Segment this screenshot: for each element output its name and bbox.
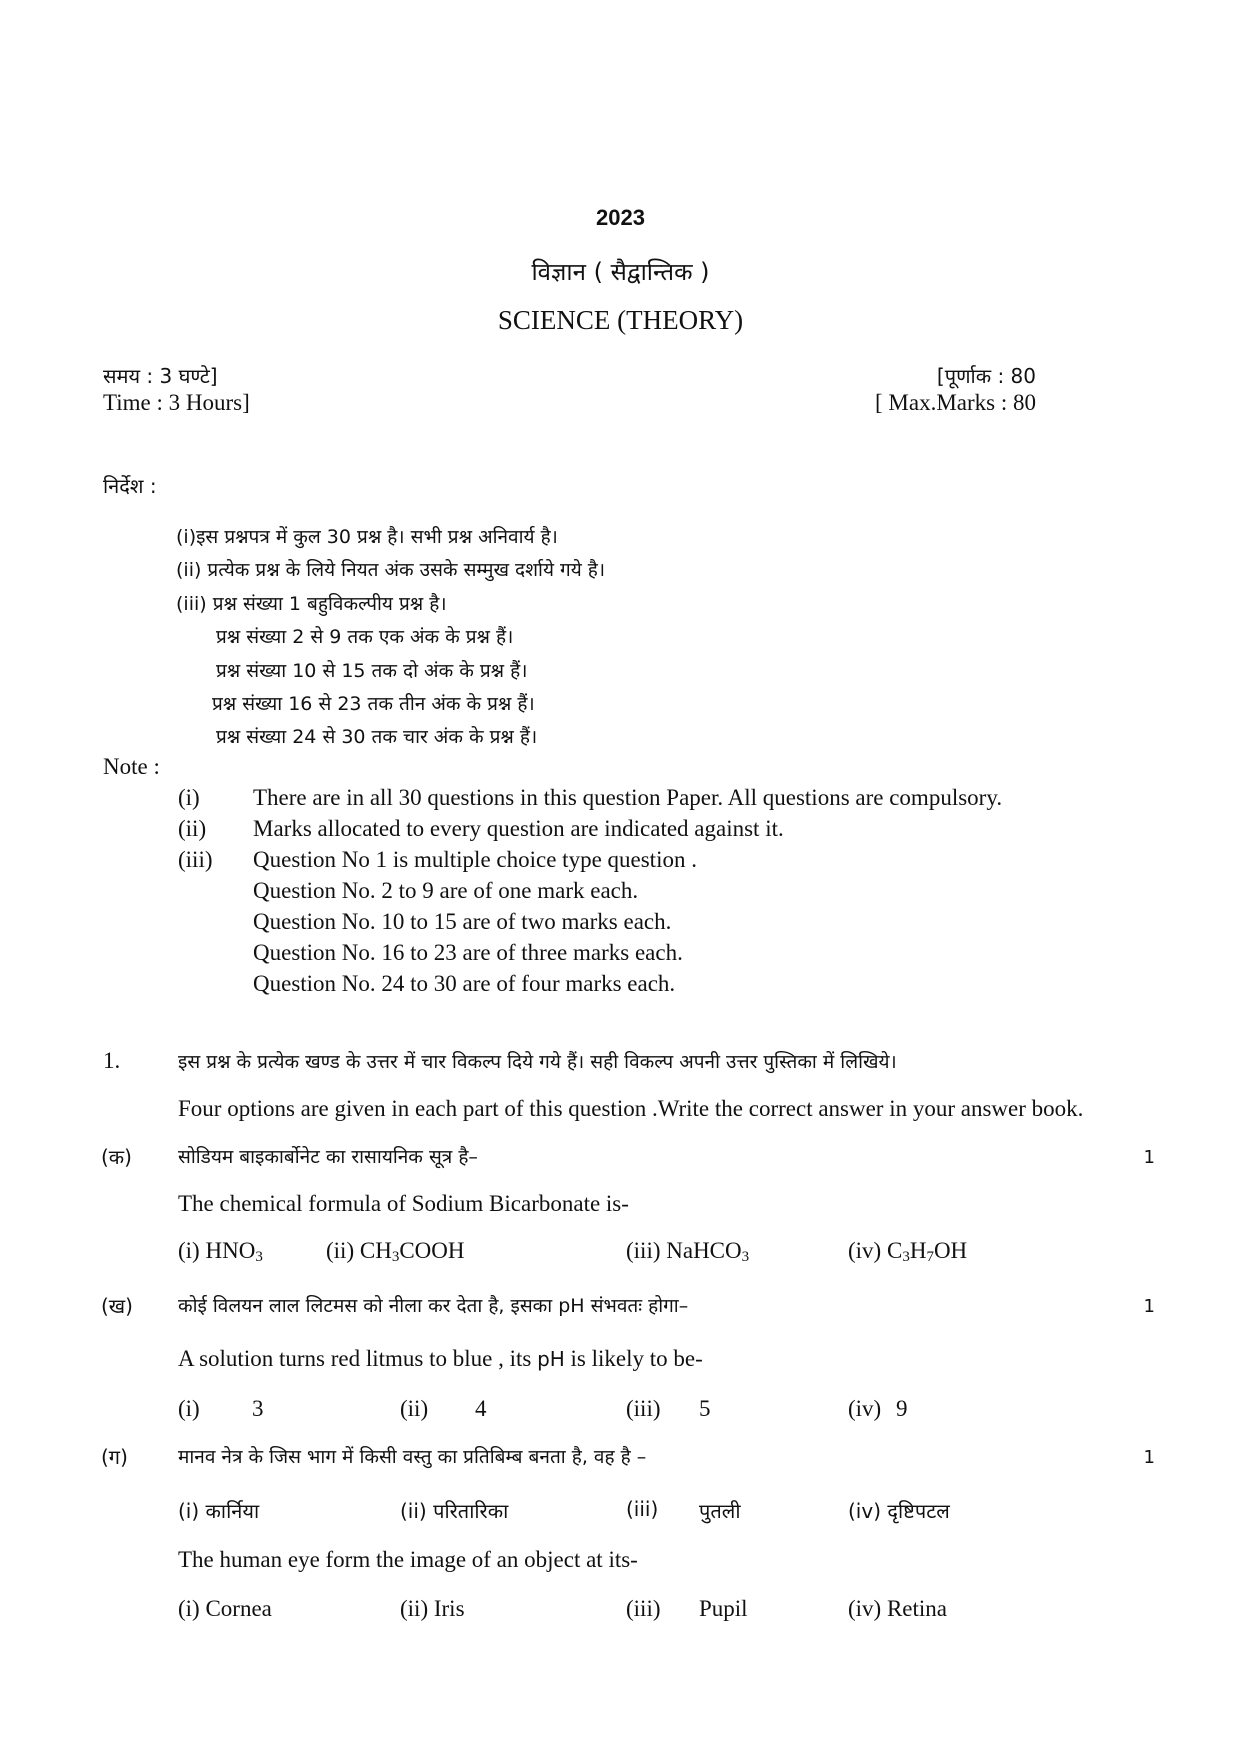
part-marks: 1 (1143, 1447, 1155, 1468)
instruction-line: प्रश्न संख्या 16 से 23 तक तीन अंक के प्रश्न हैं। (212, 693, 535, 715)
option-text: 9 (896, 1396, 908, 1421)
option-num: (iv) (848, 1238, 882, 1263)
note-item-num: (iii) (178, 847, 213, 872)
option-num: (i) (178, 1396, 200, 1421)
option-num: (iii) (626, 1238, 661, 1263)
note-item-text: Question No. 10 to 15 are of two marks each. (253, 909, 672, 934)
title-english: SCIENCE (THEORY) (497, 305, 744, 335)
question-instruction-english: Four options are given in each part of this question .Write the correct answer in your answer book. (178, 1096, 1084, 1121)
part-label: (क) (101, 1145, 132, 1169)
note-item-text: Question No 1 is multiple choice type question . (253, 847, 697, 872)
note-item-text: There are in all 30 questions in this question Paper. All questions are compulsory. (253, 785, 1003, 810)
option-english: (i) Cornea (178, 1596, 272, 1621)
instruction-line: प्रश्न संख्या 24 से 30 तक चार अंक के प्रश्न हैं। (216, 726, 538, 748)
part-question-english: The human eye form the image of an object at its- (178, 1547, 638, 1572)
option-num: (iii) (626, 1596, 661, 1621)
option-text: 5 (699, 1396, 711, 1421)
note-item-text: Question No. 16 to 23 are of three marks each. (253, 940, 683, 965)
option-num: (iii) (626, 1396, 661, 1421)
exam-year: 2023 (596, 205, 645, 230)
part-question-english: The chemical formula of Sodium Bicarbonate is- (178, 1191, 629, 1216)
note-item-num: (ii) (178, 816, 207, 841)
option-hindi: (ii) परितारिका (400, 1499, 509, 1523)
option (626, 1238, 749, 1264)
instruction-line: (ii) प्रत्येक प्रश्न के लिये नियत अंक उसके सम्मुख दर्शाये गये है। (176, 559, 606, 581)
part-marks: 1 (1143, 1296, 1155, 1317)
option-num: (i) (178, 1238, 200, 1263)
time-hindi: समय : 3 घण्टे] (103, 364, 218, 388)
title-hindi: विज्ञान ( सैद्वान्तिक ) (531, 258, 710, 286)
formula: NaHCO$_3$ (666, 1238, 750, 1265)
note-item-text: Question No. 24 to 30 are of four marks each. (253, 971, 676, 996)
option-english: (ii) Iris (400, 1596, 465, 1621)
formula: $HNO_3$ (205, 1238, 263, 1265)
option-text: 3 (252, 1396, 264, 1421)
part-marks: 1 (1143, 1147, 1155, 1168)
option-text: 4 (475, 1396, 487, 1421)
option-num: (iii) (626, 1497, 659, 1521)
option-hindi: (i) कार्निया (178, 1499, 260, 1523)
marks-english: [ Max.Marks : 80 (875, 390, 1036, 415)
option-text: Pupil (699, 1596, 748, 1621)
note-item-text: Question No. 2 to 9 are of one mark each. (253, 878, 639, 903)
formula: $C_3H_7OH$ (886, 1238, 968, 1265)
option (848, 1238, 967, 1264)
part-question-hindi: कोई विलयन लाल लिटमस को नीला कर देता है, इसका pH संभवतः होगा– (178, 1295, 689, 1317)
instruction-line: (i)इस प्रश्नपत्र में कुल 30 प्रश्न है। सभी प्रश्न अनिवार्य है। (176, 526, 558, 548)
time-english: Time : 3 Hours] (103, 390, 250, 415)
option-num: (iv) (848, 1396, 882, 1421)
instruction-line: प्रश्न संख्या 10 से 15 तक दो अंक के प्रश्न हैं। (216, 660, 528, 682)
question-number: 1. (103, 1048, 121, 1073)
marks-hindi: [पूर्णाक : 80 (936, 364, 1036, 388)
formula: $CH_3COOH$ (359, 1238, 465, 1265)
option (326, 1238, 464, 1264)
part-question-hindi: सोडियम बाइकार्बोनेट का रासायनिक सूत्र है– (178, 1146, 478, 1168)
part-label: (ग) (101, 1445, 128, 1469)
note-item-text: Marks allocated to every question are indicated against it. (253, 816, 784, 841)
instructions-heading-hindi: निर्देश : (103, 474, 157, 498)
option-english: (iv) Retina (848, 1596, 948, 1621)
option-num: (ii) (400, 1396, 429, 1421)
question-instruction-hindi: इस प्रश्न के प्रत्येक खण्ड के उत्तर में चार विकल्प दिये गये हैं। सही विकल्प अपनी उत्तर पुस्तिका में लिखिये। (178, 1051, 897, 1073)
instruction-line: प्रश्न संख्या 2 से 9 तक एक अंक के प्रश्न हैं। (216, 626, 514, 648)
part-label: (ख) (101, 1294, 133, 1318)
note-heading: Note : (103, 754, 160, 779)
option-text: पुतली (699, 1499, 741, 1523)
option-hindi: (iv) दृष्टिपटल (848, 1499, 950, 1523)
option-num: (ii) (326, 1238, 355, 1263)
option (178, 1238, 263, 1264)
part-question-english: A solution turns red litmus to blue , its pH is likely to be- (178, 1346, 703, 1371)
part-question-hindi: मानव नेत्र के जिस भाग में किसी वस्तु का प्रतिबिम्ब बनता है, वह है – (178, 1446, 647, 1468)
instruction-line: (iii) प्रश्न संख्या 1 बहुविकल्पीय प्रश्न है। (176, 593, 447, 615)
note-item-num: (i) (178, 785, 200, 810)
